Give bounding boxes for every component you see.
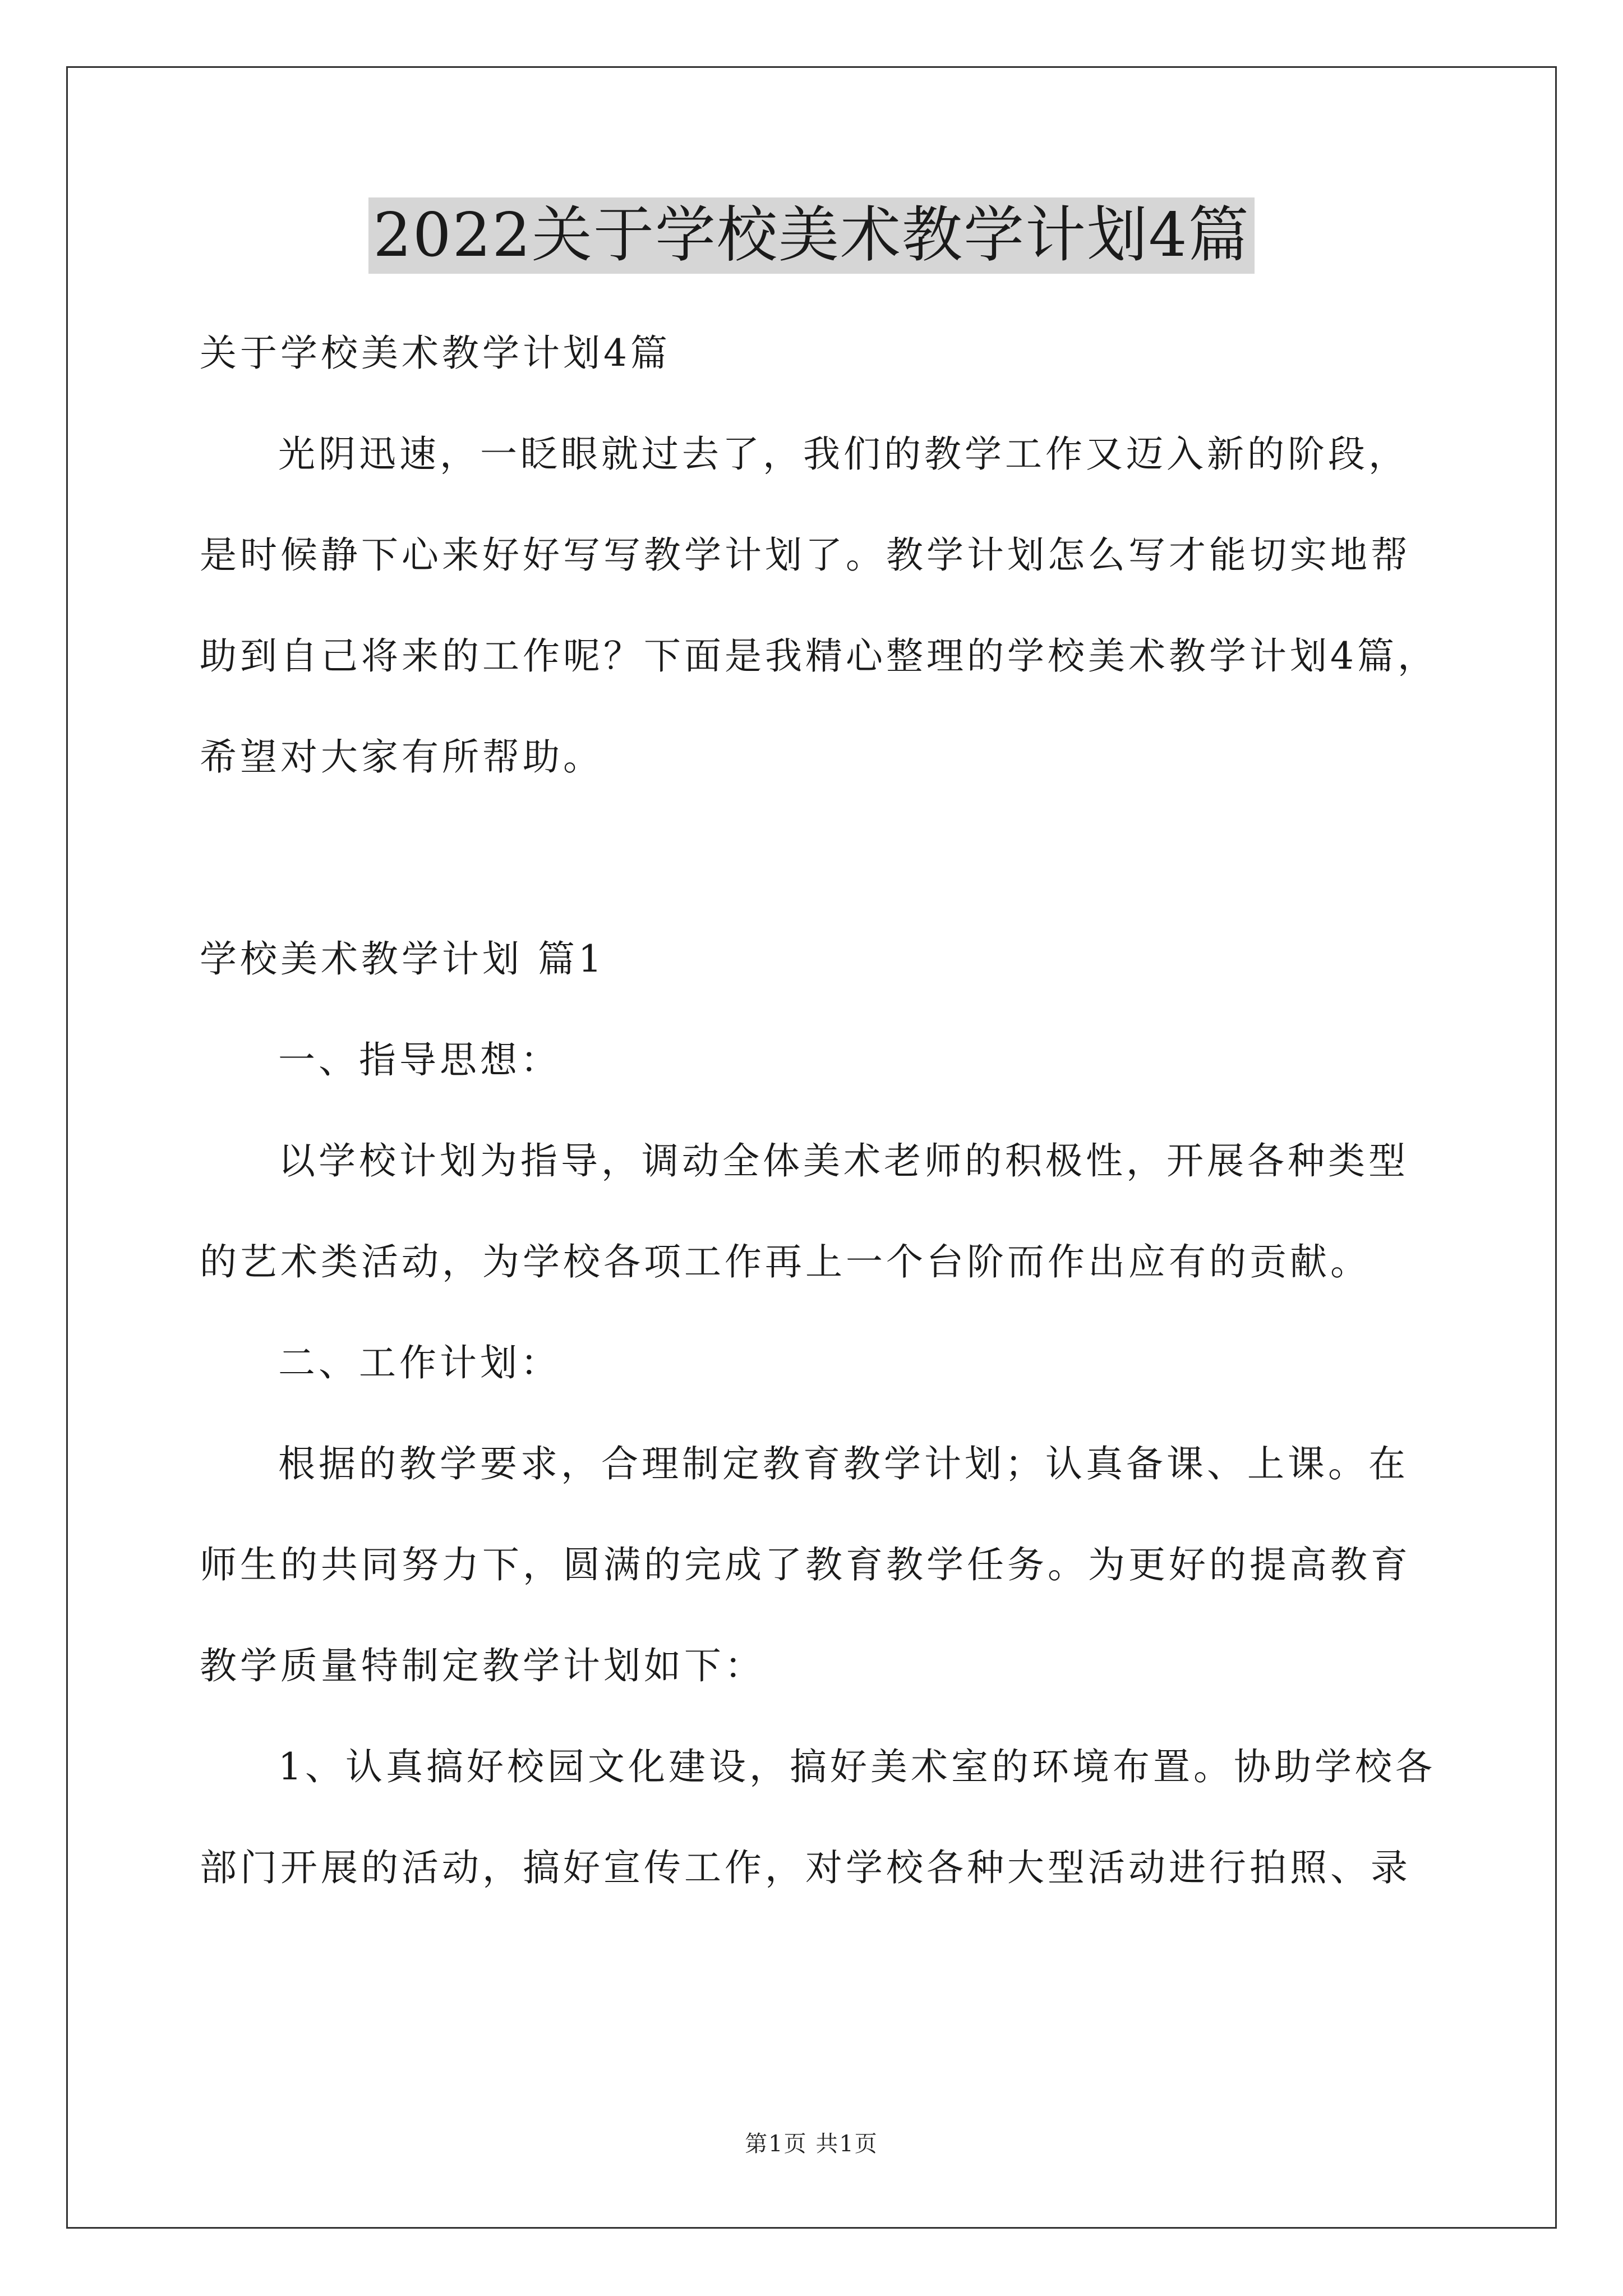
subtitle-line: 关于学校美术教学计划4篇 — [200, 332, 671, 375]
paragraph-line: 教学质量特制定教学计划如下： — [200, 1644, 765, 1687]
spacer — [200, 808, 1466, 909]
paragraph-line: 以学校计划为指导，调动全体美术老师的积极性，开展各种类型 — [278, 1139, 1409, 1182]
page-footer: 第1页 共1页 — [745, 2131, 878, 2157]
paragraph-line: 1、认真搞好校园文化建设，搞好美术室的环境布置。协助学校各 — [278, 1745, 1436, 1788]
subheading: 一、指导思想： — [278, 1038, 561, 1082]
paragraph-line: 的艺术类活动，为学校各项工作再上一个台阶而作出应有的贡献。 — [200, 1240, 1371, 1283]
document-title: 2022关于学校美术教学计划4篇 — [368, 197, 1255, 274]
paragraph-line: 助到自己将来的工作呢？下面是我精心整理的学校美术教学计划4篇， — [200, 634, 1438, 678]
subheading: 二、工作计划： — [278, 1341, 561, 1384]
paragraph-line: 师生的共同努力下，圆满的完成了教育教学任务。为更好的提高教育 — [200, 1543, 1411, 1586]
paragraph-line: 根据的教学要求，合理制定教育教学计划；认真备课、上课。在 — [278, 1442, 1409, 1485]
paragraph-line: 是时候静下心来好好写写教学计划了。教学计划怎么写才能切实地帮 — [200, 533, 1411, 577]
paragraph-line: 希望对大家有所帮助。 — [200, 735, 603, 779]
paragraph-line: 光阴迅速，一眨眼就过去了，我们的教学工作又迈入新的阶段， — [278, 432, 1409, 476]
section-heading: 学校美术教学计划 篇1 — [200, 937, 605, 981]
title-area — [0, 197, 1623, 274]
paragraph-line: 部门开展的活动，搞好宣传工作，对学校各种大型活动进行拍照、录 — [200, 1846, 1411, 1889]
document-body — [200, 303, 1466, 1918]
